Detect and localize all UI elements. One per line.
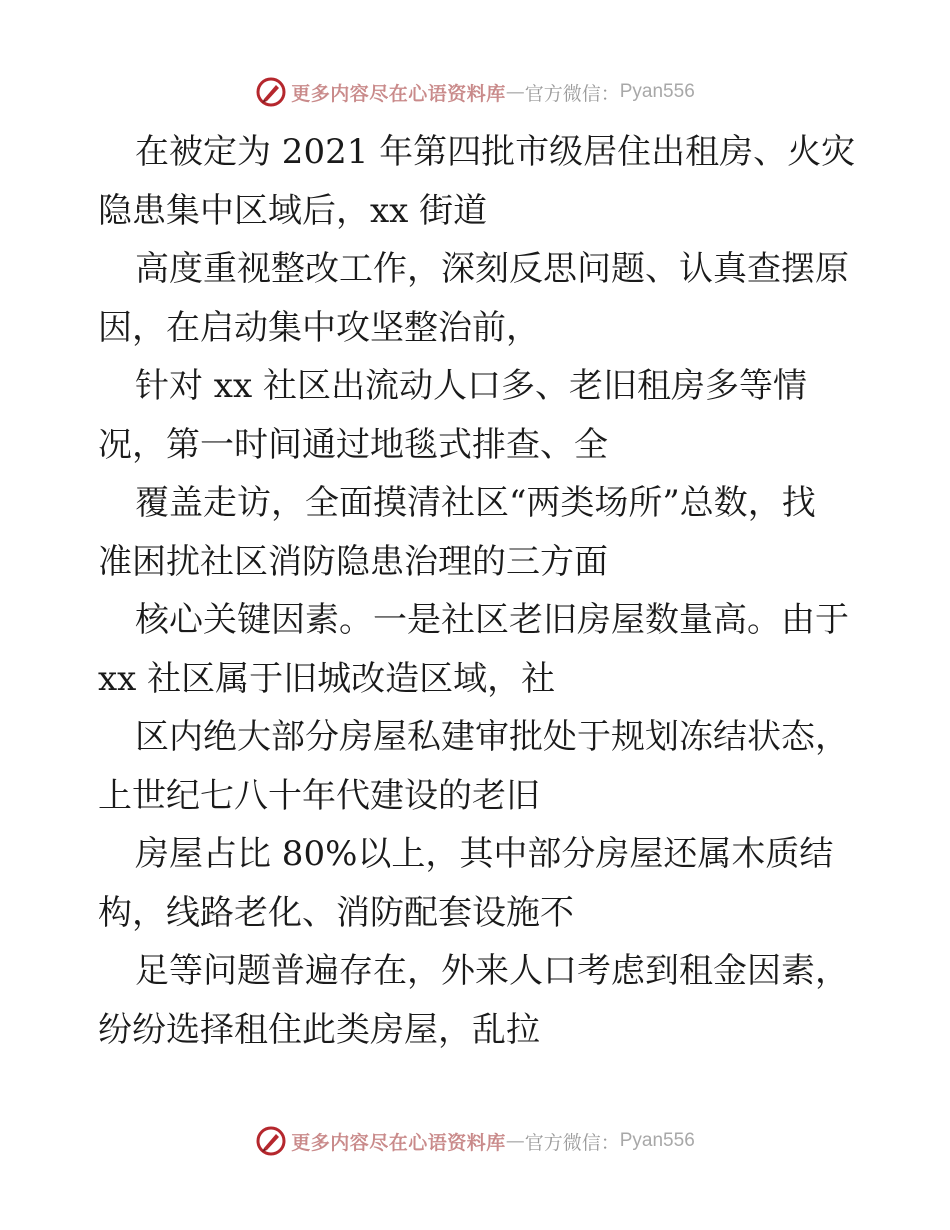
banner-wechat-id: Pyan556 [619,1130,695,1151]
text-line: 足等问题普遍存在，外来人口考虑到租金因素， [135,951,849,991]
banner-wechat-label: 官方微信： [524,1131,620,1154]
text-line: 高度重视整改工作，深刻反思问题、认真查摆原 [135,249,849,289]
text-line: 纷纷选择租住此类房屋，乱拉 [98,1009,540,1050]
text-line: 况，第一时间通过地毯式排查、全 [98,424,608,465]
footer-banner [0,1121,950,1161]
text-line: 房屋占比 80%以上，其中部分房屋还属木质结 [135,834,834,874]
text-line: 准困扰社区消防隐患治理的三方面 [98,541,608,582]
text-line: 针对 xx 社区出流动人口多、老旧租房多等情 [135,366,807,406]
text-line: 在被定为 2021 年第四批市级居住出租房、火灾 [135,132,856,172]
text-line: 因，在启动集中攻坚整治前， [98,307,540,348]
text-line: 核心关键因素。一是社区老旧房屋数量高。由于 [135,600,849,640]
banner-dash: — [505,1130,525,1152]
text-line: 区内绝大部分房屋私建审批处于规划冻结状态， [135,717,849,757]
header-banner [0,72,950,112]
banner-wechat-label: 官方微信： [524,82,620,105]
text-line: 构，线路老化、消防配套设施不 [98,892,574,933]
text-line: 覆盖走访，全面摸清社区“两类场所”总数，找 [135,483,816,523]
pen-logo-icon [255,76,287,108]
document-body [98,123,858,1059]
text-line: xx 社区属于旧城改造区域，社 [98,658,556,699]
banner-dash: — [505,81,525,103]
pen-logo-icon [255,1125,287,1157]
banner-wechat-id: Pyan556 [619,81,695,102]
text-line: 隐患集中区域后，xx 街道 [98,190,488,231]
banner-title: 更多内容尽在心语资料库 [291,82,506,105]
banner-title: 更多内容尽在心语资料库 [291,1131,506,1154]
text-line: 上世纪七八十年代建设的老旧 [98,775,540,816]
